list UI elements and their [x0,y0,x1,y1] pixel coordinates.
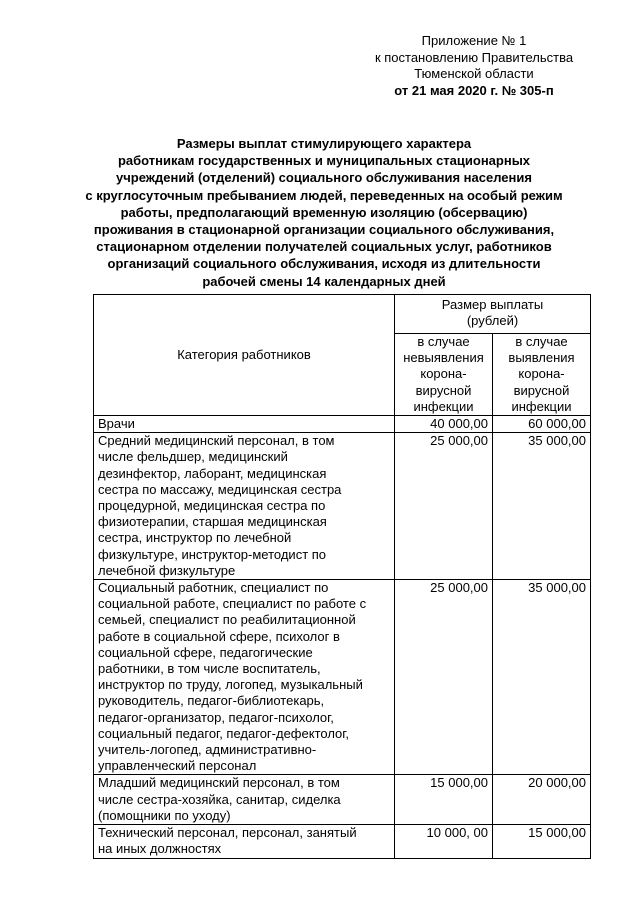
table-row [94,825,591,858]
amount-no-virus: 25 000,00 [395,433,493,580]
title-line: проживания в стационарной организации социального обслуживания, [93,222,555,238]
subheader-line: в случае [417,334,470,349]
category-line: инструктор по труду, логопед, музыкальный [98,677,363,693]
payments-table [93,294,591,859]
category-line: руководитель, педагог-библиотекарь, [98,693,325,709]
header-payment-size-label: Размер выплаты [441,297,544,312]
appendix-label: Приложение № 1 [421,33,527,48]
subheader-virus [493,334,591,416]
amount-no-virus: 10 000, 00 [395,825,493,858]
category-cell [94,580,395,775]
amount-virus: 20 000,00 [493,775,591,825]
category-line: социальный педагог, педагог-дефектолог, [98,725,350,741]
category-line: лечебной физкультуре [98,562,236,578]
header-category-label: Категория работников [177,346,311,362]
title-line: организаций социального обслуживания, исходя из длительности [107,256,541,272]
subheader-line: вирусной [513,382,570,398]
category-line: сестра, инструктор по лечебной [98,530,292,546]
category-cell [94,825,395,858]
title-line: работы, предполагающий временную изоляцию (обсервацию) [120,204,528,220]
amount-virus: 35 000,00 [493,580,591,775]
subheader-line: инфекции [413,398,474,414]
category-line: дезинфектор, лаборант, медицинская [98,465,327,481]
category-line: числе сестра-хозяйка, санитар, сиделка [98,791,341,807]
category-cell [94,416,395,433]
category-line: педагог-организатор, педагог-психолог, [98,709,334,725]
title-line: рабочей смены 14 календарных дней [202,273,446,289]
category-line: физиотерапии, старшая медицинская [98,514,327,530]
category-cell [94,775,395,825]
subheader-line: в случае [515,334,568,349]
subheader-no-virus [395,334,493,416]
table-row [94,416,591,433]
category-cell [94,433,395,580]
category-line: Социальный работник, специалист по [98,580,329,596]
category-line: Технический персонал, персонал, занятый [98,825,357,841]
subheader-line: корона- [420,366,467,382]
category-line: физкультуре, инструктор-методист по [98,546,327,562]
subheader-line: невыявления [403,350,484,366]
table-row [94,433,591,580]
appendix-resolution: к постановлению Правительства [374,49,574,65]
title-line: Размеры выплат стимулирующего характера [176,136,472,151]
category-line: управленческий персонал [98,758,257,774]
category-line: сестра по массажу, медицинская сестра [98,481,342,497]
category-line: работники, в том числе воспитатель, [98,661,321,677]
header-category [94,295,395,416]
amount-no-virus: 15 000,00 [395,775,493,825]
category-line: учитель-логопед, административно- [98,742,317,758]
title-line: работникам государственных и муниципальных стационарных [117,153,531,169]
title-line: учреждений (отделений) социального обслуживания населения [116,170,532,186]
document-title [84,135,564,290]
appendix-region: Тюменской области [414,66,534,81]
amount-no-virus: 40 000,00 [395,416,493,433]
category-line: (помощники по уходу) [98,807,231,823]
subheader-line: корона- [518,366,565,382]
category-line: работе в социальной сфере, психолог в [98,628,340,644]
table-header-row [94,295,591,334]
subheader-line: выявления [508,350,575,366]
amount-virus: 35 000,00 [493,433,591,580]
category-line: семьей, специалист по реабилитационной [98,612,356,628]
category-line: социальной работе, специалист по работе с [98,596,367,612]
category-line: социальной сфере, педагогические [98,644,313,660]
subheader-line: инфекции [511,398,572,414]
category-line: процедурной, медицинская сестра по [98,498,326,514]
subheader-line: вирусной [415,382,472,398]
title-line: стационарном отделении получателей социальных услуг, работников [96,239,552,255]
amount-virus: 15 000,00 [493,825,591,858]
appendix-date-number: от 21 мая 2020 г. № 305-п [394,82,554,98]
amount-virus: 60 000,00 [493,416,591,433]
table-row [94,775,591,825]
category-line: на иных должностях [98,841,222,857]
title-line: с круглосуточным пребыванием людей, переведенных на особый режим [85,187,563,203]
header-payment-unit: (рублей) [466,313,519,329]
category-line: числе фельдшер, медицинский [98,449,288,465]
amount-no-virus: 25 000,00 [395,580,493,775]
category-line: Младший медицинский персонал, в том [98,775,340,791]
table-row [94,580,591,775]
header-payment-size [395,295,591,334]
category-line: Средний медицинский персонал, в том [98,433,335,449]
category-line: Врачи [98,416,135,432]
appendix-block [356,33,592,99]
